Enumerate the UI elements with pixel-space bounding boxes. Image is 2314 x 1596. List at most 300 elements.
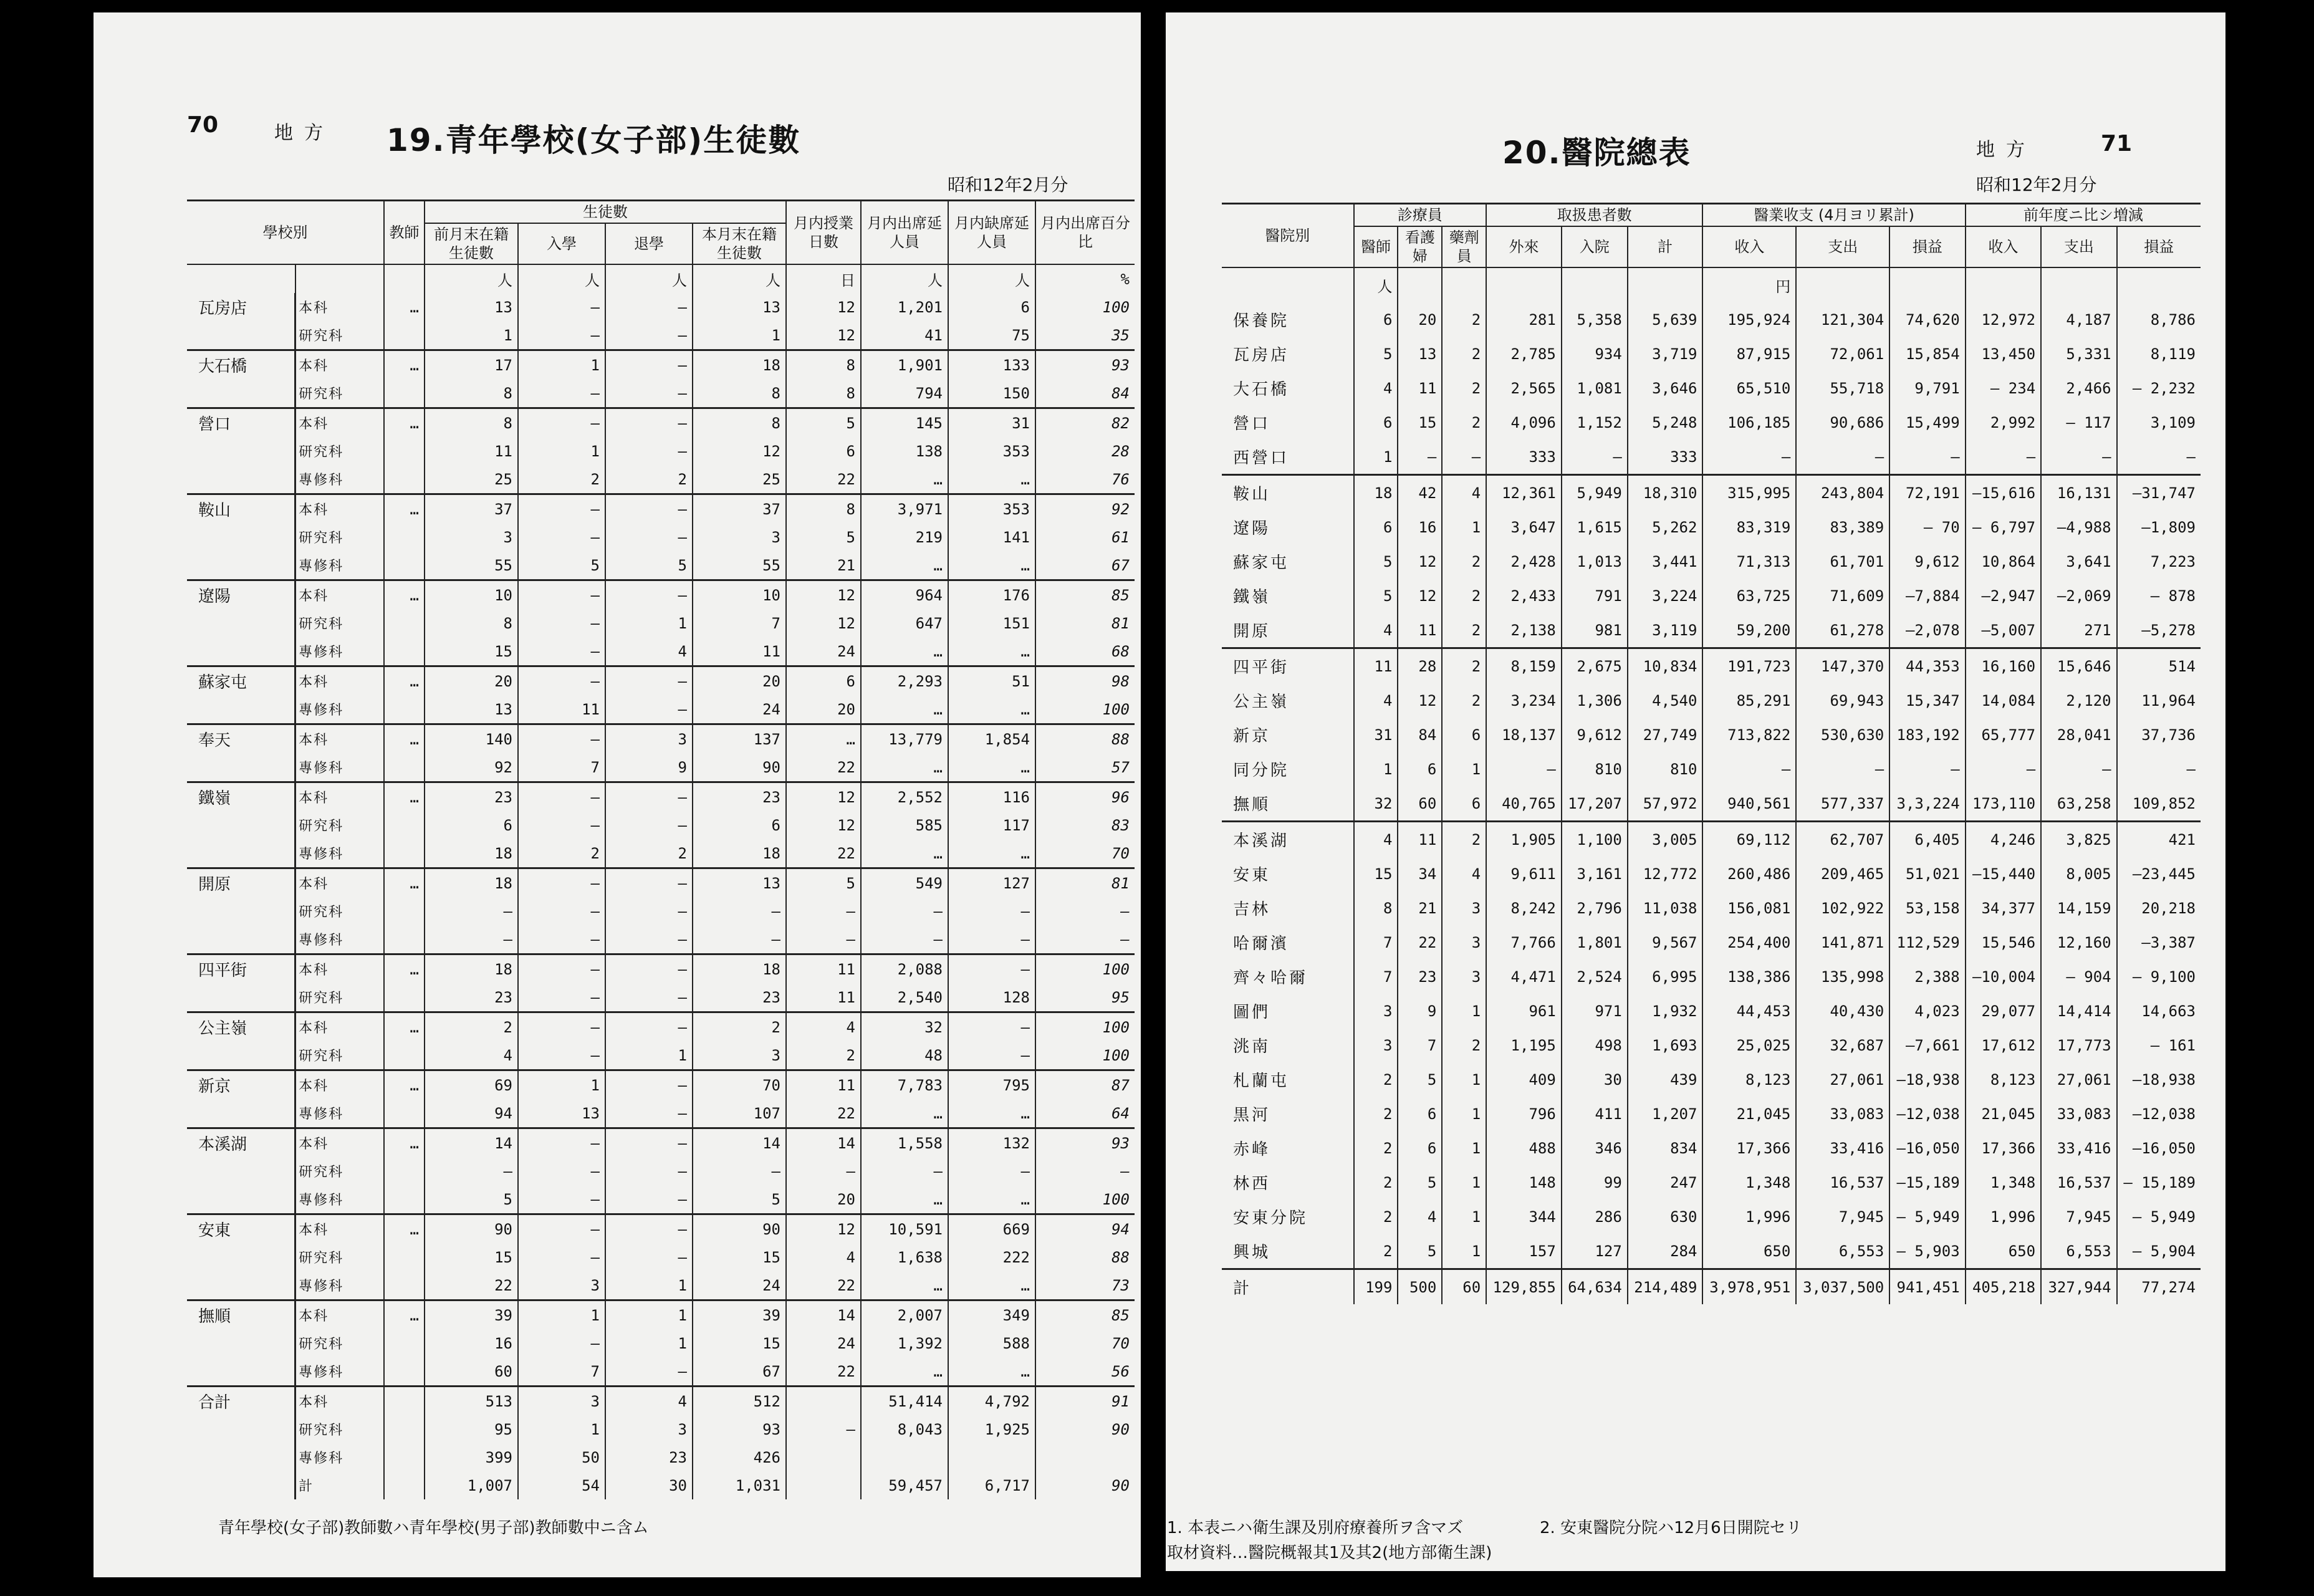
table-cell: 15 <box>693 1329 786 1357</box>
table-row <box>187 580 1135 610</box>
table-cell: — <box>518 293 605 321</box>
table-title: 20.醫院總表 <box>1502 135 1691 171</box>
table-cell: 439 <box>1628 1062 1703 1097</box>
table-cell: 23 <box>1398 959 1442 994</box>
table-cell: 577,337 <box>1796 786 1889 822</box>
table-cell: 29,077 <box>1966 994 2041 1028</box>
table-cell: 148 <box>1486 1165 1562 1199</box>
table-cell: 135,998 <box>1796 959 1889 994</box>
table-cell: 100 <box>1035 1185 1135 1214</box>
table-cell: 5 <box>1354 337 1398 371</box>
table-cell: 74,620 <box>1889 302 1965 337</box>
table-cell: 11 <box>1354 648 1398 684</box>
table-cell: 6 <box>693 811 786 839</box>
table-cell: 專修科 <box>295 1185 384 1214</box>
table-cell: 蘇家屯 <box>1233 554 1290 572</box>
table-row <box>187 321 1135 350</box>
table-cell: 421 <box>2117 822 2201 857</box>
table-cell: 349 <box>948 1300 1035 1330</box>
table-cell <box>384 321 425 350</box>
hospital-table <box>1222 203 2201 1304</box>
table-cell: 2 <box>1442 1028 1486 1062</box>
table-cell: —4,988 <box>2041 510 2116 544</box>
table-row <box>1222 510 2201 544</box>
table-cell: 14,159 <box>2041 891 2116 925</box>
table-cell <box>187 897 295 925</box>
table-cell: 13 <box>1398 337 1442 371</box>
table-cell: 11,038 <box>1628 891 1703 925</box>
table-cell: … <box>861 695 948 724</box>
table-cell: 31 <box>1354 718 1398 752</box>
table-cell: 開原 <box>1233 622 1271 641</box>
table-cell: — <box>786 925 861 954</box>
table-cell: — <box>786 1415 861 1443</box>
table-cell: … <box>861 753 948 782</box>
table-cell: 研究科 <box>295 897 384 925</box>
table-cell: 73 <box>1035 1271 1135 1300</box>
table-cell: 7,766 <box>1486 925 1562 959</box>
table-cell: 7,945 <box>1796 1199 1889 1234</box>
table-cell: … <box>948 1357 1035 1387</box>
table-cell <box>187 465 295 494</box>
table-cell: 1 <box>605 1271 693 1300</box>
table-cell: — 117 <box>2041 405 2116 440</box>
table-cell: — <box>518 494 605 524</box>
table-row <box>1222 440 2201 475</box>
col-outpatient: 外來 <box>1486 226 1562 267</box>
table-cell: 90 <box>425 1214 518 1244</box>
table-cell: — <box>2041 440 2116 475</box>
table-cell: — <box>1702 440 1796 475</box>
table-cell: — <box>693 897 786 925</box>
table-cell: 173,110 <box>1966 786 2041 822</box>
table-cell: — 70 <box>1889 510 1965 544</box>
table-row <box>187 868 1135 898</box>
table-cell: 91 <box>1035 1387 1135 1416</box>
table-row <box>187 1157 1135 1185</box>
table-cell: 44,353 <box>1889 648 1965 684</box>
table-cell: 6 <box>786 666 861 696</box>
table-cell: 585 <box>861 811 948 839</box>
table-row <box>187 954 1135 984</box>
table-cell: … <box>948 1185 1035 1214</box>
table-cell: 13 <box>693 868 786 898</box>
table-cell: — <box>605 523 693 551</box>
table-cell: … <box>384 782 425 812</box>
table-cell: 67 <box>693 1357 786 1387</box>
table-cell: — <box>518 897 605 925</box>
table-cell <box>187 753 295 782</box>
table-cell: 2,293 <box>861 666 948 696</box>
table-cell: 11 <box>693 637 786 666</box>
table-cell: 1 <box>1442 1165 1486 1199</box>
table-cell: — 161 <box>2117 1028 2201 1062</box>
table-cell: 141 <box>948 523 1035 551</box>
table-cell: 11 <box>786 983 861 1012</box>
table-cell: 遼陽 <box>1233 519 1271 538</box>
table-cell <box>861 1443 948 1471</box>
table-cell: 5,248 <box>1628 405 1703 440</box>
table-cell: 133 <box>948 350 1035 380</box>
table-cell: 10,864 <box>1966 544 2041 579</box>
table-cell: 18,137 <box>1486 718 1562 752</box>
table-row <box>187 1300 1135 1330</box>
table-cell: — <box>605 811 693 839</box>
table-cell: … <box>948 1099 1035 1128</box>
table-cell: — <box>1562 440 1628 475</box>
table-row <box>1222 579 2201 613</box>
table-cell: 15 <box>425 1243 518 1271</box>
table-cell: … <box>861 1357 948 1387</box>
table-cell: —15,189 <box>1889 1165 1965 1199</box>
table-cell: 83,389 <box>1796 510 1889 544</box>
table-row <box>187 609 1135 637</box>
table-cell: 12 <box>786 1214 861 1244</box>
table-cell: — <box>518 523 605 551</box>
table-cell: — <box>1796 440 1889 475</box>
col-admitted: 入學 <box>518 223 605 264</box>
table-cell: 12 <box>786 782 861 812</box>
table-cell <box>187 379 295 408</box>
table-cell: — <box>786 897 861 925</box>
table-cell: 93 <box>1035 350 1135 380</box>
table-row <box>187 782 1135 812</box>
table-cell: 4 <box>1354 822 1398 857</box>
table-cell <box>786 1471 861 1499</box>
table-cell: 11 <box>786 954 861 984</box>
table-cell <box>384 1329 425 1357</box>
table-cell: 23 <box>425 782 518 812</box>
table-cell: 2,540 <box>861 983 948 1012</box>
table-cell: 本科 <box>295 1070 384 1100</box>
table-cell <box>384 1471 425 1499</box>
table-cell: 撫順 <box>1233 796 1271 814</box>
table-cell: — <box>605 1214 693 1244</box>
table-cell: 20,218 <box>2117 891 2201 925</box>
table-row <box>187 839 1135 868</box>
table-cell: 650 <box>1966 1234 2041 1269</box>
table-cell: 53,158 <box>1889 891 1965 925</box>
table-cell <box>384 1443 425 1471</box>
table-cell: 1 <box>518 1300 605 1330</box>
table-cell: 1 <box>1442 1097 1486 1131</box>
table-cell: 353 <box>948 494 1035 524</box>
table-cell: 95 <box>1035 983 1135 1012</box>
table-cell: 本科 <box>295 666 384 696</box>
table-cell <box>384 695 425 724</box>
table-row <box>187 494 1135 524</box>
table-cell <box>187 321 295 350</box>
table-cell <box>786 1387 861 1416</box>
table-cell: 營口 <box>1233 415 1271 433</box>
table-cell: 31 <box>948 408 1035 438</box>
table-cell: 55 <box>425 551 518 580</box>
table-cell: 8 <box>1354 891 1398 925</box>
table-cell: 60 <box>1398 786 1442 822</box>
note-1: 1. 本表ニハ衛生課及別府療養所ヲ含マズ <box>1167 1519 1464 1537</box>
table-cell <box>384 1041 425 1070</box>
table-cell: 2 <box>1442 302 1486 337</box>
col-teaching-days: 月内授業日數 <box>786 201 861 265</box>
table-cell: — <box>605 1157 693 1185</box>
table-cell: 56 <box>1035 1357 1135 1387</box>
col-income: 收入 <box>1702 226 1796 267</box>
table-cell: 2,675 <box>1562 648 1628 684</box>
table-cell: 研究科 <box>295 523 384 551</box>
table-cell <box>384 1243 425 1271</box>
table-cell: 本科 <box>295 724 384 754</box>
table-row <box>1222 475 2201 511</box>
table-cell: 71,313 <box>1702 544 1796 579</box>
table-cell: 1 <box>1442 994 1486 1028</box>
table-cell: 2 <box>1442 822 1486 857</box>
table-cell: 94 <box>425 1099 518 1128</box>
table-cell: 3 <box>693 1041 786 1070</box>
table-cell: 1,081 <box>1562 371 1628 405</box>
unit: 人 <box>605 264 693 293</box>
table-cell: 100 <box>1035 1012 1135 1042</box>
table-cell: 121,304 <box>1796 302 1889 337</box>
table-cell: 11 <box>425 437 518 465</box>
table-cell: 132 <box>948 1128 1035 1158</box>
table-row <box>187 379 1135 408</box>
table-cell: 669 <box>948 1214 1035 1244</box>
table-cell: 專修科 <box>295 1271 384 1300</box>
table-cell: 3,037,500 <box>1796 1269 1889 1305</box>
table-cell: 8 <box>786 379 861 408</box>
table-cell: 1 <box>518 1070 605 1100</box>
table-cell: 795 <box>948 1070 1035 1100</box>
table-cell: 2,565 <box>1486 371 1562 405</box>
table-cell: — <box>605 897 693 925</box>
table-cell: 20 <box>1398 302 1442 337</box>
table-row <box>187 465 1135 494</box>
table-cell: 本科 <box>295 350 384 380</box>
table-cell: … <box>384 350 425 380</box>
table-cell: 2 <box>518 465 605 494</box>
table-cell: 6 <box>1398 752 1442 786</box>
table-cell: —10,004 <box>1966 959 2041 994</box>
table-cell: 219 <box>861 523 948 551</box>
table-row <box>187 1357 1135 1387</box>
table-cell: 研究科 <box>295 609 384 637</box>
table-cell: 84 <box>1398 718 1442 752</box>
table-cell: 12 <box>786 580 861 610</box>
table-cell: 本科 <box>295 954 384 984</box>
table-cell: 23 <box>425 983 518 1012</box>
table-cell: 5 <box>786 523 861 551</box>
table-cell: 20 <box>786 1185 861 1214</box>
table-cell: —12,038 <box>2117 1097 2201 1131</box>
table-cell: 8 <box>786 494 861 524</box>
table-cell: — <box>518 1157 605 1185</box>
table-cell <box>1035 1443 1135 1471</box>
table-cell: 4,187 <box>2041 302 2116 337</box>
table-cell: 2,466 <box>2041 371 2116 405</box>
table-cell: 30 <box>605 1471 693 1499</box>
table-cell: — <box>605 379 693 408</box>
table-cell: 3,825 <box>2041 822 2116 857</box>
table-cell: 2,428 <box>1486 544 1562 579</box>
table-cell: 138,386 <box>1702 959 1796 994</box>
table-cell: 33,416 <box>2041 1131 2116 1165</box>
table-cell: 61,278 <box>1796 613 1889 648</box>
table-cell: 1 <box>1442 1199 1486 1234</box>
table-cell <box>187 1099 295 1128</box>
table-cell: 16 <box>425 1329 518 1357</box>
table-cell: 4 <box>1442 475 1486 511</box>
table-cell: 8 <box>786 350 861 380</box>
table-cell: 90,686 <box>1796 405 1889 440</box>
table-cell: 本科 <box>295 494 384 524</box>
table-cell: 18,310 <box>1628 475 1703 511</box>
table-cell <box>187 1415 295 1443</box>
table-cell: … <box>384 724 425 754</box>
table-cell: — <box>605 695 693 724</box>
table-cell: 安東 <box>1233 866 1271 885</box>
table-cell: 12 <box>1398 683 1442 718</box>
table-cell: 專修科 <box>295 1357 384 1387</box>
table-cell: 2 <box>1442 337 1486 371</box>
col-balance-diff: 損益 <box>2117 226 2201 267</box>
table-cell: 研究科 <box>295 379 384 408</box>
table-cell: 3 <box>1354 994 1398 1028</box>
unit <box>384 264 425 293</box>
table-cell: 81 <box>1035 609 1135 637</box>
table-cell: 59,200 <box>1702 613 1796 648</box>
table-cell: … <box>384 1300 425 1330</box>
table-cell: 90 <box>693 753 786 782</box>
table-cell: 85 <box>1035 580 1135 610</box>
table-cell: — <box>518 782 605 812</box>
table-cell: … <box>384 1070 425 1100</box>
table-cell: … <box>948 695 1035 724</box>
table-cell: 1,152 <box>1562 405 1628 440</box>
table-cell: — <box>518 868 605 898</box>
table-cell: 2 <box>1442 648 1486 684</box>
table-cell: 1,201 <box>861 293 948 321</box>
table-cell: 12 <box>786 609 861 637</box>
table-row <box>1222 994 2201 1028</box>
table-cell: 5 <box>1398 1165 1442 1199</box>
table-cell: 吉林 <box>1233 900 1271 919</box>
table-cell: 4 <box>1354 683 1398 718</box>
table-cell: —5,007 <box>1966 613 2041 648</box>
table-cell: 75 <box>948 321 1035 350</box>
table-cell: — <box>948 1041 1035 1070</box>
table-cell: — <box>861 1157 948 1185</box>
table-cell: — 9,100 <box>2117 959 2201 994</box>
table-cell: 鐵嶺 <box>1233 588 1271 607</box>
footnote: 青年學校(女子部)教師數ハ青年學校(男子部)教師數中ニ含ム <box>218 1519 649 1537</box>
table-cell: 176 <box>948 580 1035 610</box>
unit: 円 <box>1702 267 1796 302</box>
table-cell: 3,234 <box>1486 683 1562 718</box>
table-cell: 2,552 <box>861 782 948 812</box>
table-cell: 專修科 <box>295 637 384 666</box>
table-cell: 18 <box>425 839 518 868</box>
table-cell: 129,855 <box>1486 1269 1562 1305</box>
table-row <box>1222 925 2201 959</box>
table-cell: 51,021 <box>1889 857 1965 891</box>
table-cell: 810 <box>1562 752 1628 786</box>
table-cell: 專修科 <box>295 465 384 494</box>
table-cell: 147,370 <box>1796 648 1889 684</box>
table-cell: 2 <box>693 1012 786 1042</box>
table-cell: 2,138 <box>1486 613 1562 648</box>
table-cell: 647 <box>861 609 948 637</box>
table-cell: 計 <box>295 1471 384 1499</box>
table-cell <box>384 897 425 925</box>
table-cell: 圖們 <box>1233 1003 1271 1022</box>
table-cell: 1 <box>1442 510 1486 544</box>
table-row <box>187 753 1135 782</box>
table-cell: 346 <box>1562 1131 1628 1165</box>
table-cell <box>187 983 295 1012</box>
table-cell: 32 <box>861 1012 948 1042</box>
table-cell: —2,078 <box>1889 613 1965 648</box>
table-cell: 2 <box>1442 613 1486 648</box>
table-cell: — <box>948 1157 1035 1185</box>
table-cell: … <box>384 580 425 610</box>
table-cell: 1 <box>518 1415 605 1443</box>
table-cell: 4 <box>425 1041 518 1070</box>
table-cell: 16,537 <box>2041 1165 2116 1199</box>
table-cell: 6 <box>786 437 861 465</box>
table-cell: —1,809 <box>2117 510 2201 544</box>
table-cell: 2 <box>605 465 693 494</box>
table-cell: … <box>786 724 861 754</box>
table-cell: 1 <box>1442 1131 1486 1165</box>
table-cell: 西營口 <box>1233 449 1290 468</box>
table-cell: … <box>948 839 1035 868</box>
table-cell: 研究科 <box>295 1157 384 1185</box>
table-cell: … <box>861 1099 948 1128</box>
table-cell <box>187 839 295 868</box>
table-cell: —2,947 <box>1966 579 2041 613</box>
table-cell: 專修科 <box>295 1443 384 1471</box>
table-cell: 4 <box>605 1387 693 1416</box>
table-cell: 12,972 <box>1966 302 2041 337</box>
table-cell: 3 <box>1442 925 1486 959</box>
table-cell: 專修科 <box>295 925 384 954</box>
table-cell: 11 <box>786 1070 861 1100</box>
table-cell: 本科 <box>295 1128 384 1158</box>
table-cell: 興城 <box>1233 1243 1271 1262</box>
table-cell: —12,038 <box>1889 1097 1965 1131</box>
table-row <box>1222 337 2201 371</box>
table-cell: … <box>384 1214 425 1244</box>
table-cell: 1 <box>518 437 605 465</box>
table-row <box>187 637 1135 666</box>
page-number: 71 <box>2101 131 2133 156</box>
table-cell: 15 <box>1354 857 1398 891</box>
table-cell: 12 <box>786 293 861 321</box>
unit: 人 <box>948 264 1035 293</box>
table-cell: 27,749 <box>1628 718 1703 752</box>
unit: 人 <box>518 264 605 293</box>
table-cell: 16,537 <box>1796 1165 1889 1199</box>
col-patients-total: 計 <box>1628 226 1703 267</box>
table-cell: 93 <box>1035 1128 1135 1158</box>
table-cell: 1,932 <box>1628 994 1703 1028</box>
table-cell: 3,441 <box>1628 544 1703 579</box>
table-cell: 新京 <box>1233 727 1271 746</box>
table-cell: 106,185 <box>1702 405 1796 440</box>
table-cell <box>187 551 295 580</box>
table-cell: 145 <box>861 408 948 438</box>
table-row <box>187 551 1135 580</box>
